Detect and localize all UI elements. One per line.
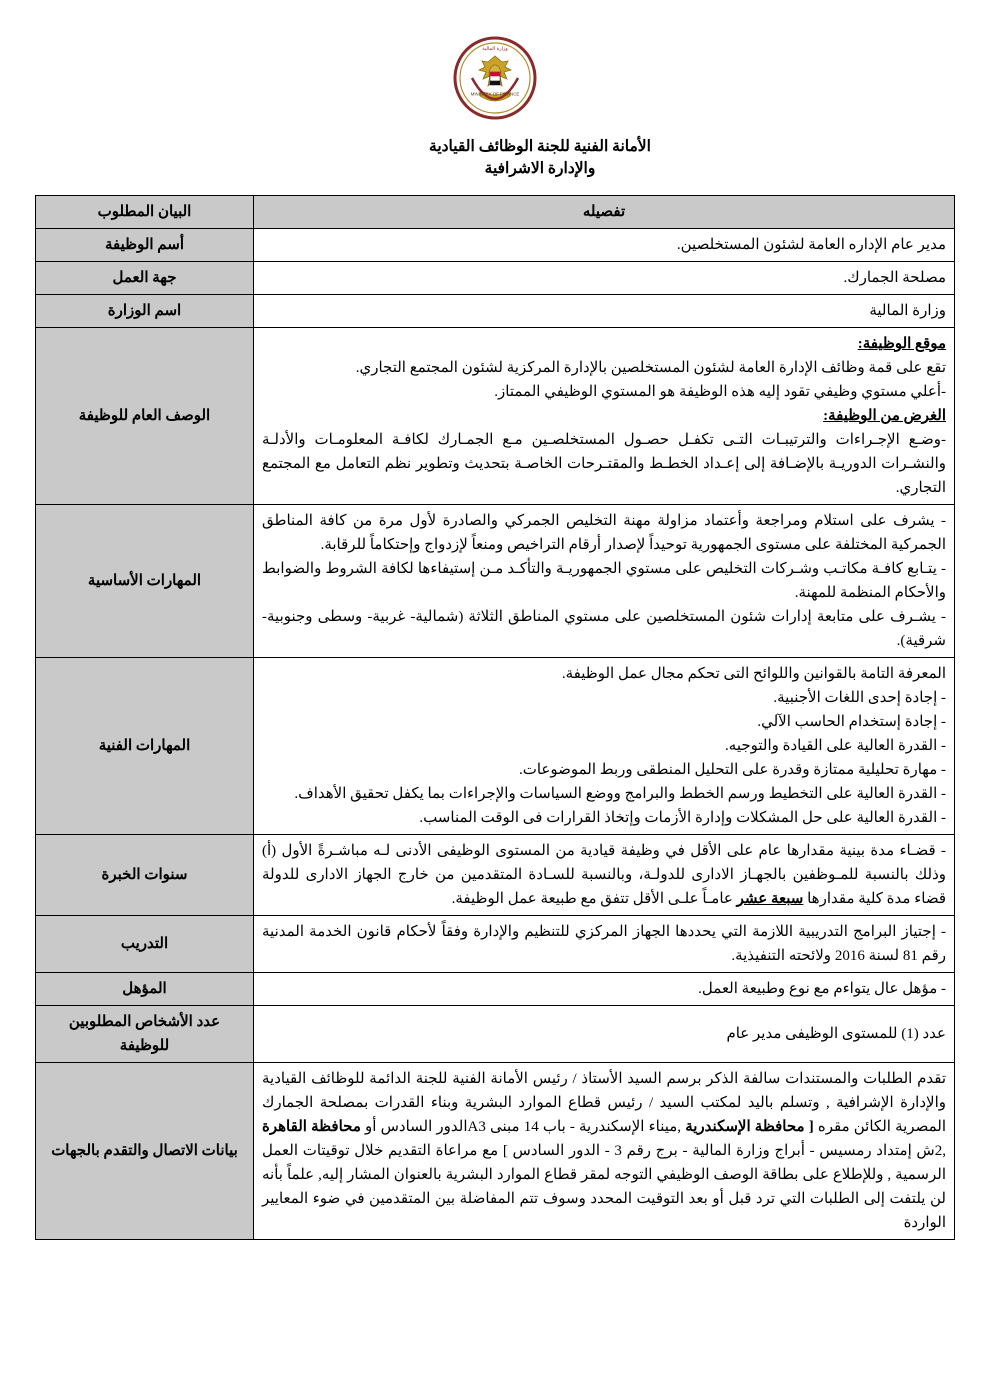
- svg-text:وزارة المالية: وزارة المالية: [482, 46, 508, 52]
- detail-line: -أعلي مستوي وظيفي تقود إليه هذه الوظيفة هو المستوي الوظيفي الممتاز.: [494, 383, 946, 400]
- page-title-line-2: والإدارة الاشرافية: [484, 160, 596, 178]
- row-detail-cell: [254, 915, 955, 972]
- row-detail-cell: [254, 294, 955, 327]
- row-label-cell: جهة العمل: [36, 261, 254, 294]
- detail-segment: عامـاً علـى الأقل تتفق مع طبيعة عمل الوظيفة.: [451, 890, 737, 907]
- detail-line: - مهارة تحليلية ممتازة وقدرة على التحليل المنطقى وربط الموضوعات.: [518, 761, 946, 778]
- emblem-container: [0, 34, 990, 126]
- detail-line: - القدرة العالية على حل المشكلات وإدارة الأزمات وإتخاذ القرارات فى الوقت المناسب.: [419, 809, 946, 826]
- row-detail-cell: [254, 504, 955, 657]
- table-row: [36, 504, 955, 657]
- column-header-statement: البيان المطلوب: [36, 195, 254, 228]
- table-row: [36, 1005, 955, 1062]
- row-label-cell: أسم الوظيفة: [36, 228, 254, 261]
- table-body: [36, 195, 955, 1239]
- table-row: [36, 834, 955, 915]
- detail-line: - يشرف على استلام ومراجعة وأعتماد مزاولة مهنة التخليص الجمركي والصادرة لأول مرة من كافة المناطق الجمركية المختلفة على مستوى الجمهورية توحيداً لإصدار أرقام التراخيص ومنعاً لإزدواج وإحتكاماً للرقابة.: [262, 512, 946, 553]
- detail-line: تقع على قمة وظائف الإدارة العامة لشئون المستخلصين بالإدارة المركزية لشئون المجتمع التجاري.: [355, 359, 946, 376]
- page-title: [0, 136, 990, 181]
- row-label-cell: المؤهل: [36, 972, 254, 1005]
- detail-line: - يشـرف على متابعة إدارات شئون المستخلصين على مستوي المناطق الثلاثة (شمالية- غربية- وسطى وجنوبية- شرقية).: [262, 608, 946, 649]
- detail-text: - مؤهل عال يتواءم مع نوع وطبيعة العمل.: [698, 980, 946, 997]
- row-detail-cell: [254, 1062, 955, 1239]
- page-title-line-1: الأمانة الفنية للجنة الوظائف القيادية: [429, 138, 651, 155]
- row-detail-cell: [254, 972, 955, 1005]
- detail-segment: تقدم الطلبات والمستندات سالفة الذكر برسم السيد الأستاذ / رئيس الأمانة الفنية للجنة الدائمة للوظائف القيادية والإدارة الإشرافية , وتسلم باليد لمكتب السيد / رئيس قطاع الموارد البشرية وبناء القدرات بمصلحة الجمارك المصرية الكائن مقره: [262, 1070, 946, 1135]
- detail-text: مدير عام الإداره العامة لشئون المستخلصين.: [676, 236, 946, 253]
- document-header: [0, 0, 990, 181]
- detail-line: - القدرة العالية على التخطيط ورسم الخطط والبرامج ووضع السياسات والإجراءات بما يكفل تحقيق الأهداف.: [294, 785, 946, 802]
- detail-line: الغرض من الوظيفة:: [823, 407, 946, 424]
- row-detail-cell: [254, 657, 955, 834]
- row-detail-cell: [254, 834, 955, 915]
- row-label-cell: الوصف العام للوظيفة: [36, 327, 254, 504]
- row-label-cell: عدد الأشخاص المطلوبين للوظيفة: [36, 1005, 254, 1062]
- detail-text: مصلحة الجمارك.: [843, 269, 946, 286]
- row-label-cell: سنوات الخبرة: [36, 834, 254, 915]
- job-description-table: [35, 195, 955, 1240]
- table-row: [36, 915, 955, 972]
- detail-segment: - قضـاء مدة بينية مقدارها عام على الأقل في وظيفة قيادية من المستوى الوظيفى الأدنى لـه مباشـرةً الأول (أ) وذلك بالنسبة للمـوظفين بالجهـاز الادارى للدولـة، وبالنسبة للسـادة المتقدمين من خارج الجهاز الادارى للدولة قضاء مدة كلية مقدارها: [262, 842, 946, 907]
- job-description-table-wrapper: [35, 195, 955, 1240]
- detail-line: - إجادة إحدى اللغات الأجنبية.: [773, 689, 946, 706]
- row-label-cell: التدريب: [36, 915, 254, 972]
- table-row: [36, 327, 955, 504]
- table-row: [36, 228, 955, 261]
- row-label-cell: المهارات الأساسية: [36, 504, 254, 657]
- detail-text: عدد (1) للمستوى الوظيفى مدير عام: [726, 1025, 946, 1042]
- detail-segment: سبعة عشر: [736, 890, 804, 907]
- row-detail-cell: [254, 1005, 955, 1062]
- table-row: [36, 1062, 955, 1239]
- detail-segment: [ محافظة الإسكندرية: [685, 1118, 814, 1135]
- ministry-of-finance-emblem: [452, 34, 538, 126]
- column-header-detail: تفصيله: [254, 195, 955, 228]
- emblem-caption: MINISTRY OF FINANCE: [470, 91, 520, 97]
- detail-line: موقع الوظيفة:: [857, 335, 946, 352]
- detail-line: - يتـابع كافـة مكاتـب وشـركات التخليص على مستوي الجمهوريـة والتأكـد مـن إستيفاءها لكافة الشروط والضوابط والأحكام المنظمة للمهنة.: [262, 560, 946, 601]
- table-row: [36, 294, 955, 327]
- row-label-cell: اسم الوزارة: [36, 294, 254, 327]
- detail-segment: ,ميناء الإسكندرية - باب 14 مبنى A3الدور السادس أو: [360, 1118, 686, 1135]
- detail-segment: ,2ش إمتداد رمسيس - أبراج وزارة المالية - برج رقم 3 - الدور السادس ] مع مراعاة التقديم خلال توقيتات العمل الرسمية , وللإطلاع على بطاقة الوصف الوظيفي التوجه لمقر قطاع الموارد البشرية بالعنوان المشار إليه, علماً بأنه لن يلتفت إلى الطلبات التي ترد قبل أو بعد التوقيت المحدد وسوف تتم المفاضلة بين المتقدمين في ضوء المعايير الواردة: [262, 1142, 946, 1231]
- detail-line: - إجتياز البرامج التدريبية اللازمة التي يحددها الجهاز المركزي للتنظيم والإدارة وفقاً لأحكام قانون الخدمة المدنية رقم 81 لسنة 2016 ولائحته التنفيذية.: [262, 923, 946, 964]
- detail-line: -وضـع الإجـراءات والترتيبـات التـى تكفـل حصـول المستخلصـين مـع الجمـارك لكافـة المعلومـات والأدلـة والنشـرات الدوريـة بالإضـافة إلى إعـداد الخطـط والمقتـرحات الخاصـة بتحديث وتطوير نظم التعامل مع المجتمع التجاري.: [262, 431, 946, 496]
- row-detail-cell: [254, 327, 955, 504]
- detail-text: وزارة المالية: [869, 302, 946, 319]
- row-detail-cell: [254, 228, 955, 261]
- detail-line: - القدرة العالية على القيادة والتوجيه.: [725, 737, 946, 754]
- row-label-cell: المهارات الفنية: [36, 657, 254, 834]
- detail-rich-text: [262, 1067, 946, 1235]
- table-row: [36, 657, 955, 834]
- detail-rich-text: [262, 839, 946, 911]
- detail-segment: محافظة القاهرة: [262, 1118, 361, 1135]
- detail-line: المعرفة التامة بالقوانين واللوائح التى تحكم مجال عمل الوظيفة.: [561, 665, 946, 682]
- detail-line: - إجادة إستخدام الحاسب الآلي.: [757, 713, 946, 730]
- table-header-row: [36, 195, 955, 228]
- table-row: [36, 972, 955, 1005]
- row-detail-cell: [254, 261, 955, 294]
- row-label-cell: بيانات الاتصال والتقدم بالجهات: [36, 1062, 254, 1239]
- table-row: [36, 261, 955, 294]
